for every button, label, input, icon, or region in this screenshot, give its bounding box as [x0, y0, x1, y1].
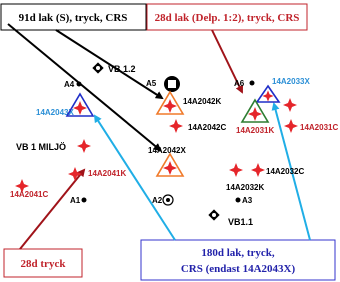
callout-top-right-text: 28d lak (Delp. 1:2), tryck, CRS: [154, 12, 300, 24]
p14A2032K-label: 14A2032K: [226, 183, 265, 192]
vb11-label: VB1.1: [228, 217, 254, 227]
p14A2041C-label: 14A2041C: [10, 190, 49, 199]
a3-label: A3: [242, 196, 253, 205]
callout-bottom-left: [4, 249, 82, 277]
p14A2032C-star-2: [251, 163, 265, 177]
p14A2033X-label: 14A2033X: [272, 77, 310, 86]
p14A2042C-star: [169, 119, 183, 133]
p14A2042C-label: 14A2042C: [188, 123, 227, 132]
callout-bottom-right: [141, 240, 335, 280]
a5-marker: [164, 76, 180, 92]
p14A2032C-star-1: [229, 163, 243, 177]
callout-top-right: [147, 4, 307, 30]
p14A2031C-star: [284, 119, 298, 133]
p14A2041K-label: 14A2041K: [88, 169, 127, 178]
p14A2042K-label: 14A2042K: [183, 97, 222, 106]
p14A2032C-label: 14A2032C: [266, 167, 305, 176]
vb12-marker: [92, 62, 103, 73]
vb11-marker: [208, 209, 219, 220]
callout-bottom-right-line2: CRS (endast 14A2043X): [180, 263, 296, 275]
a5-label: A5: [146, 79, 157, 88]
a6-label: A6: [234, 79, 245, 88]
a1-dot: [82, 198, 87, 203]
callout-bottom-right-line1: 180d lak, tryck,: [201, 247, 275, 259]
arrow-red-2: [20, 170, 84, 249]
vb1milo-label: VB 1 MILJÖ: [16, 142, 67, 152]
a3-dot: [236, 198, 241, 203]
a4-label: A4: [64, 80, 75, 89]
callout-bottom-left-text: 28d tryck: [20, 258, 66, 270]
a2-marker: [163, 195, 173, 205]
a2-label: A2: [152, 196, 163, 205]
p14A2042X-label: 14A2042X: [148, 146, 186, 155]
arrow-blue-1: [95, 116, 175, 240]
callout-top-left-text: 91d lak (S), tryck, CRS: [18, 12, 128, 24]
a6-dot: [250, 81, 255, 86]
p14A2031C-label: 14A2031C: [300, 123, 339, 132]
a4-dot: [77, 82, 82, 87]
p14A2033X-star: [283, 98, 297, 112]
vb1milo-star: [77, 139, 91, 153]
a1-label: A1: [70, 196, 81, 205]
p14A2041K-star: [68, 167, 82, 181]
vb12-label: VB 1.2: [108, 64, 136, 74]
p14A2031K-label: 14A2031K: [236, 126, 275, 135]
callout-top-left: [1, 4, 146, 30]
p14A2043X-label: 14A2043X: [36, 108, 74, 117]
arrow-black-2: [8, 24, 160, 150]
